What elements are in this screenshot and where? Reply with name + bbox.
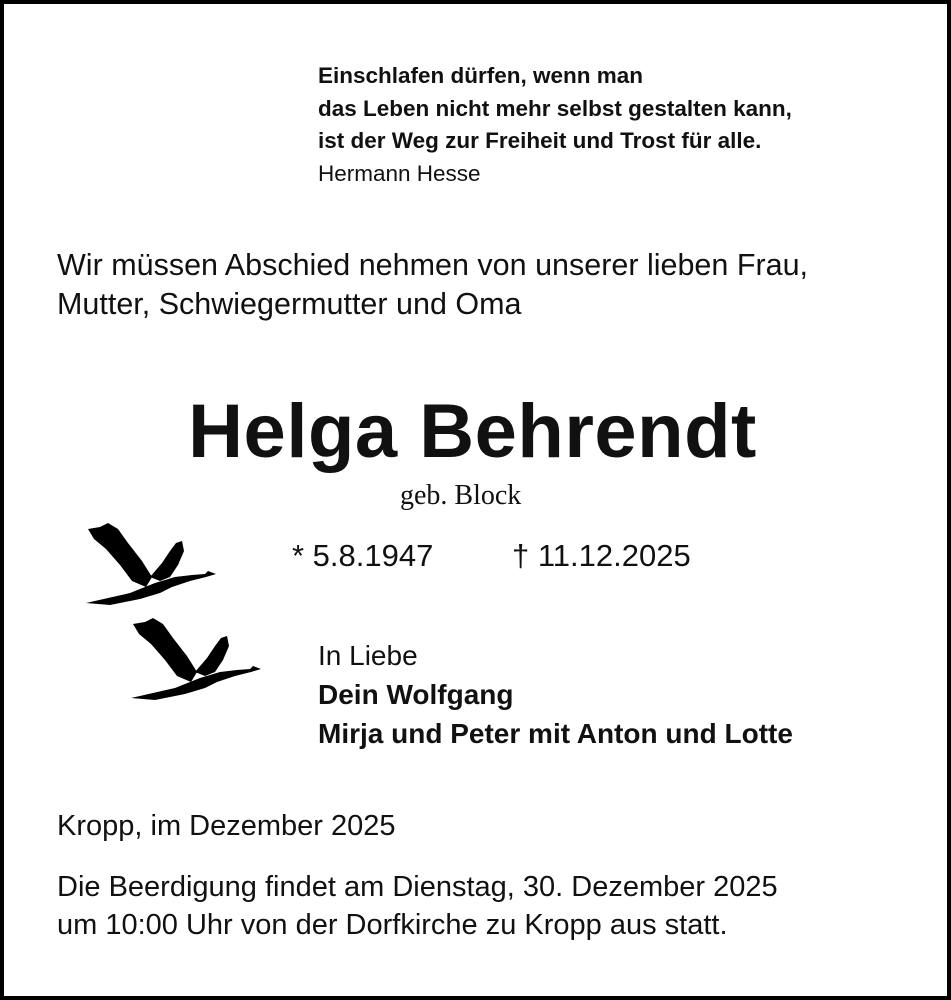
mourner-line: Mirja und Peter mit Anton und Lotte	[318, 718, 793, 749]
place-date: Kropp, im Dezember 2025	[57, 810, 396, 842]
intro-line: Wir müssen Abschied nehmen von unserer lieben Frau,	[57, 248, 809, 282]
death-date: † 11.12.2025	[512, 538, 691, 573]
funeral-line: Die Beerdigung findet am Dienstag, 30. Dezember 2025	[57, 871, 778, 903]
quote-line: Einschlafen dürfen, wenn man	[318, 63, 644, 88]
flying-cranes-icon	[80, 515, 270, 700]
intro-line: Mutter, Schwiegermutter und Oma	[57, 287, 522, 321]
quote	[318, 60, 792, 190]
intro-text	[57, 246, 808, 324]
crane-icon	[86, 523, 216, 605]
mourners	[318, 636, 793, 753]
birth-date: * 5.8.1947	[292, 538, 434, 573]
quote-author: Hermann Hesse	[318, 160, 481, 186]
crane-icon	[131, 618, 261, 700]
mourner-line: Dein Wolfgang	[318, 679, 514, 710]
funeral-line: um 10:00 Uhr von der Dorfkirche zu Kropp aus statt.	[57, 909, 728, 941]
mourners-intro: In Liebe	[318, 640, 418, 671]
funeral-info	[57, 868, 778, 944]
deceased-name: Helga Behrendt	[188, 389, 757, 474]
quote-line: ist der Weg zur Freiheit und Trost für alle.	[318, 128, 762, 153]
quote-line: das Leben nicht mehr selbst gestalten kann,	[318, 95, 792, 121]
maiden-name: geb. Block	[400, 480, 522, 511]
